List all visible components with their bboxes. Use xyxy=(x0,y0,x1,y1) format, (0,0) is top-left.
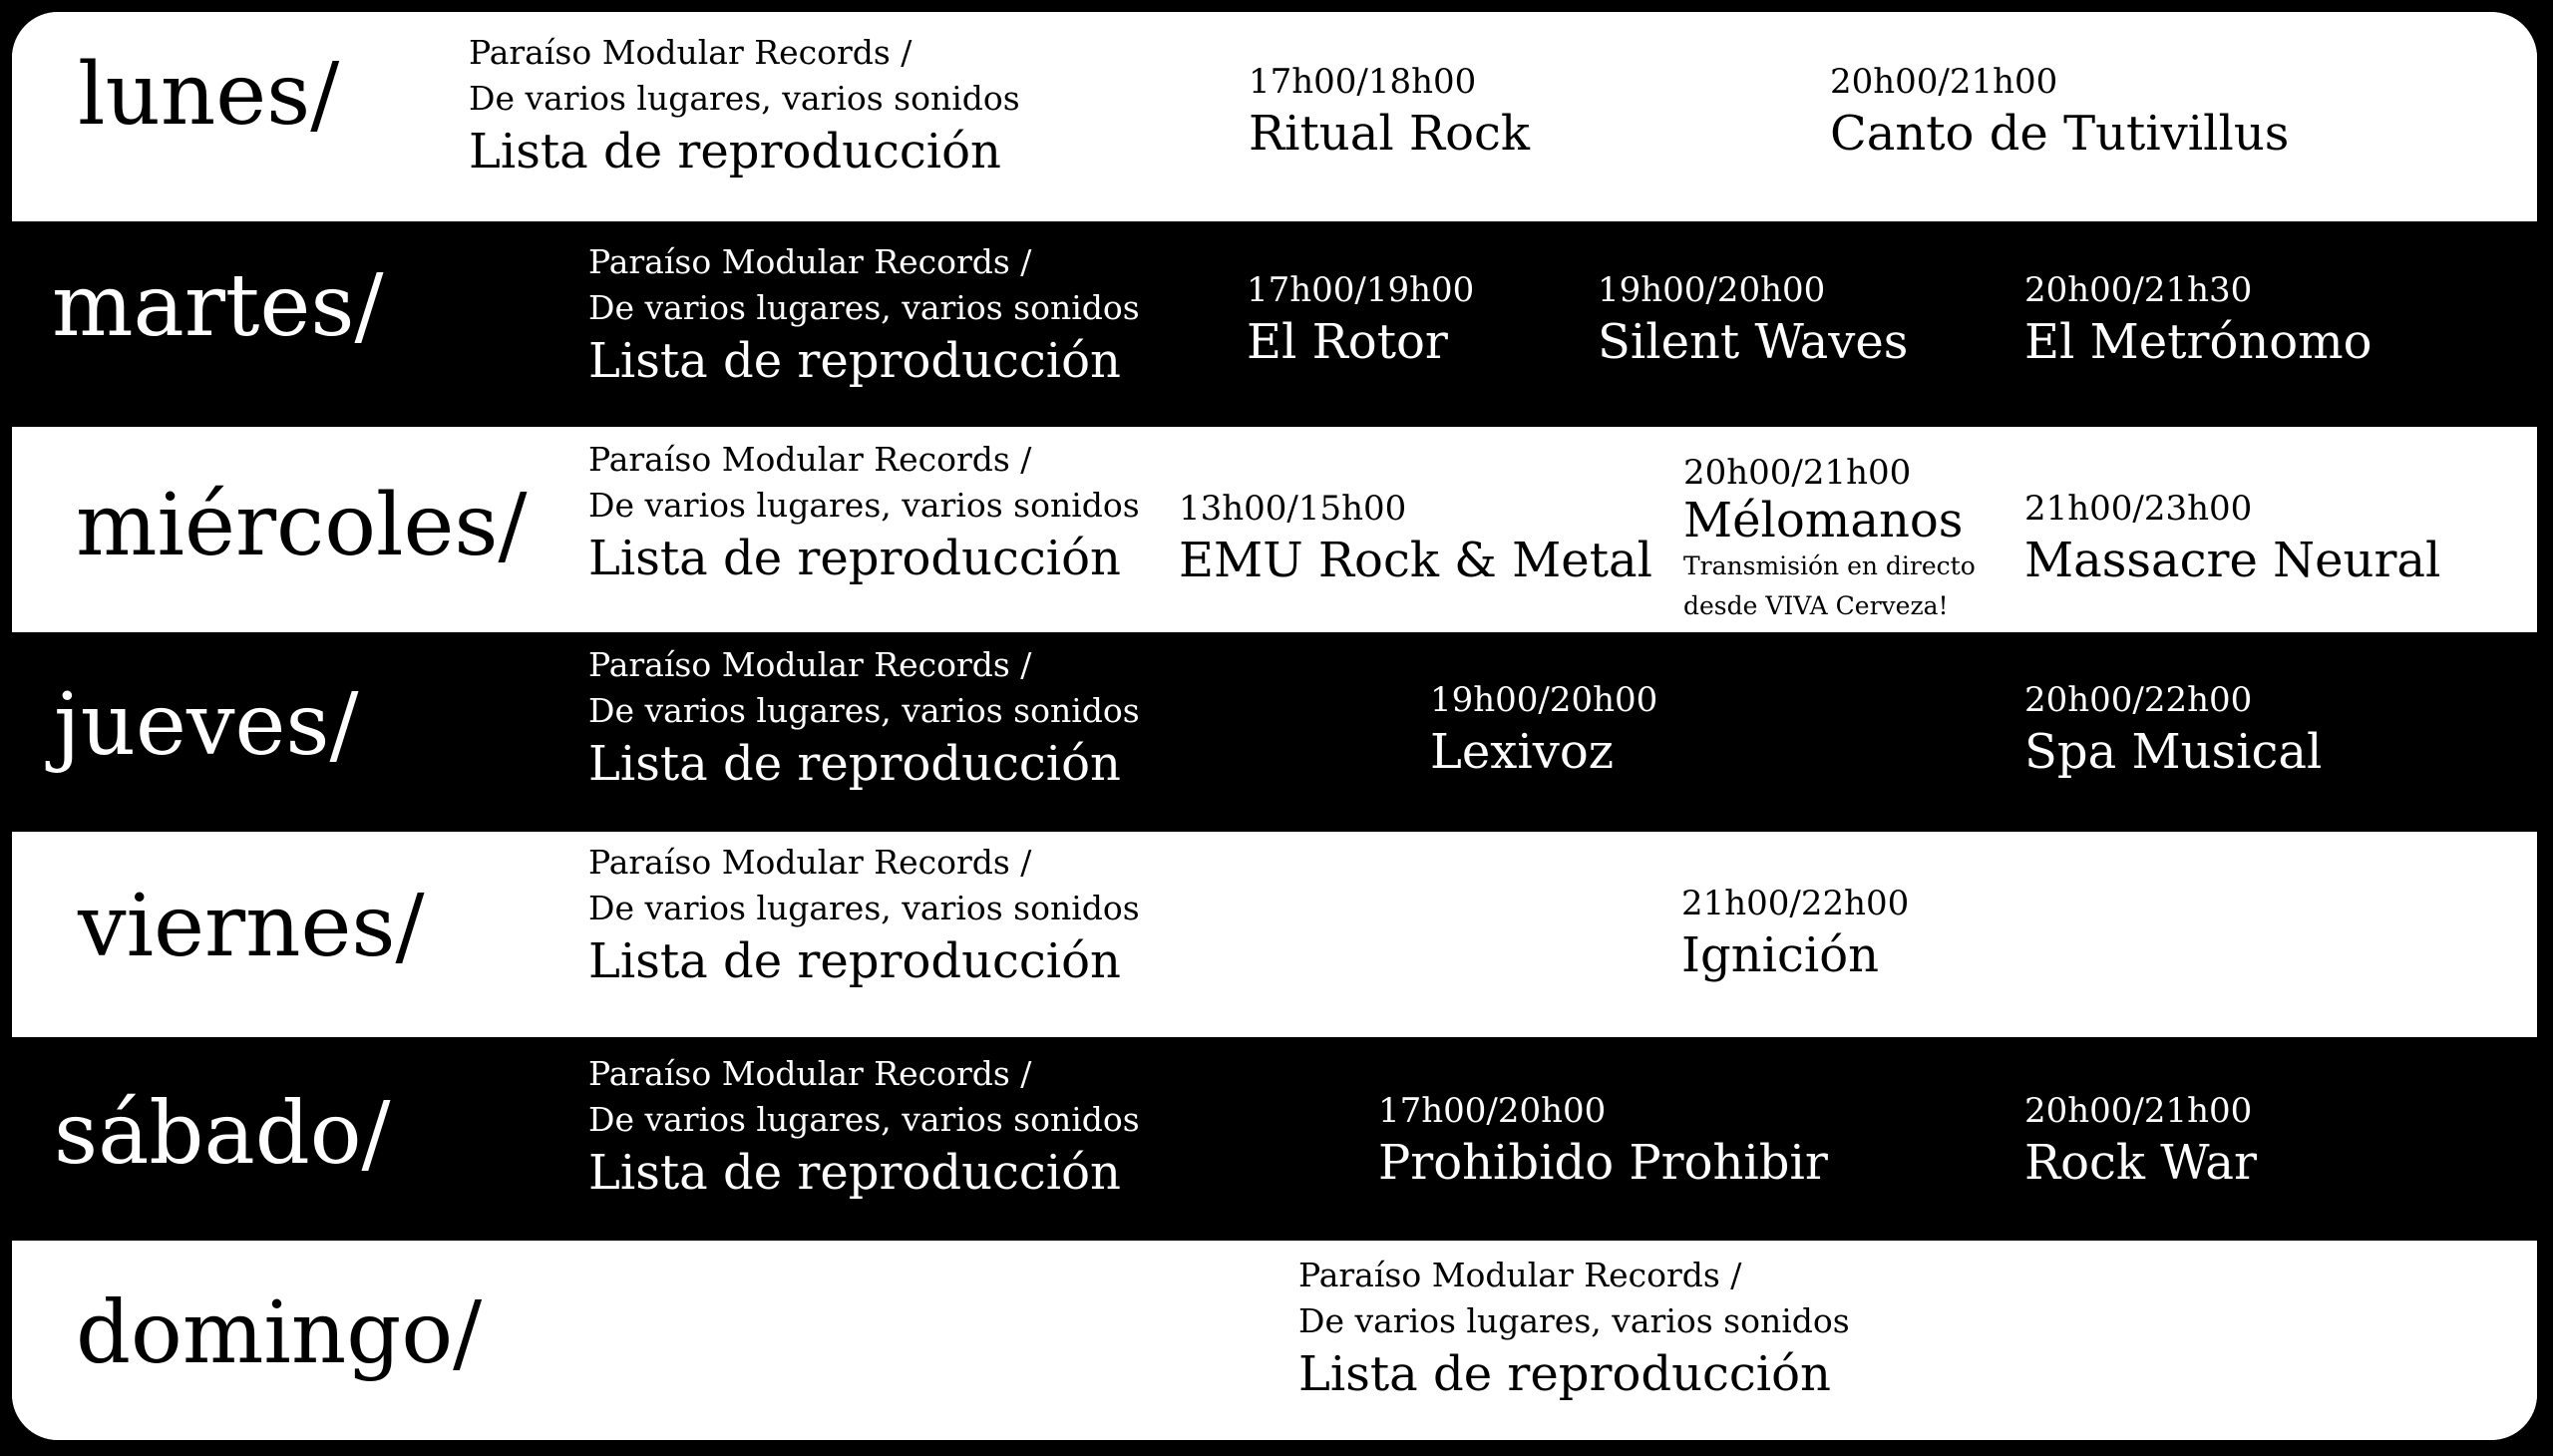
show-block xyxy=(2024,268,2372,372)
playlist-title: Lista de reproducción xyxy=(588,1145,1121,1201)
show-block xyxy=(2024,678,2322,782)
show-time: 13h00/15h00 xyxy=(1179,489,1407,529)
show-name: Massacre Neural xyxy=(2024,533,2441,588)
show-name: Mélomanos xyxy=(1683,493,1964,548)
playlist-label: Paraíso Modular Records / xyxy=(588,645,1032,684)
playlist-subtitle: De varios lugares, varios sonidos xyxy=(588,691,1140,730)
playlist-title: Lista de reproducción xyxy=(588,333,1121,389)
show-name: Rock War xyxy=(2024,1135,2257,1191)
show-time: 20h00/21h00 xyxy=(2024,1091,2253,1131)
show-time: 21h00/23h00 xyxy=(2024,489,2253,529)
show-time: 21h00/22h00 xyxy=(1681,884,1910,923)
show-name: Spa Musical xyxy=(2024,724,2323,780)
show-name: Canto de Tutivillus xyxy=(1830,106,2290,162)
playlist-subtitle: De varios lugares, varios sonidos xyxy=(469,79,1020,118)
show-time: 17h00/20h00 xyxy=(1378,1091,1607,1131)
show-time: 19h00/20h00 xyxy=(1430,680,1658,720)
show-time: 19h00/20h00 xyxy=(1598,270,1826,310)
playlist-title: Lista de reproducción xyxy=(469,124,1001,180)
show-time: 17h00/18h00 xyxy=(1249,62,1477,102)
playlist-block xyxy=(588,1051,1140,1203)
show-name: EMU Rock & Metal xyxy=(1179,533,1652,588)
show-block xyxy=(1681,882,1909,985)
playlist-title: Lista de reproducción xyxy=(588,736,1121,792)
playlist-label: Paraíso Modular Records / xyxy=(588,1054,1032,1093)
show-time: 20h00/21h00 xyxy=(1683,453,1912,493)
schedule-row-martes xyxy=(12,221,2537,427)
playlist-block xyxy=(588,642,1140,794)
playlist-label: Paraíso Modular Records / xyxy=(469,33,912,72)
playlist-block xyxy=(1298,1253,1850,1404)
playlist-block xyxy=(588,840,1140,991)
day-label: domingo/ xyxy=(76,1283,483,1383)
show-name: Prohibido Prohibir xyxy=(1378,1135,1828,1191)
show-note: desde VIVA Cerveza! xyxy=(1683,591,1949,620)
show-time: 20h00/22h00 xyxy=(2024,680,2253,720)
playlist-label: Paraíso Modular Records / xyxy=(588,242,1032,281)
show-block xyxy=(1598,268,1908,372)
show-note: Transmisión en directo xyxy=(1683,551,1976,580)
day-label: lunes/ xyxy=(78,45,340,145)
show-block xyxy=(1179,487,1652,590)
show-time: 17h00/19h00 xyxy=(1247,270,1475,310)
schedule-row-jueves xyxy=(12,632,2537,832)
show-name: El Metrónomo xyxy=(2024,314,2372,370)
show-block xyxy=(1430,678,1657,782)
schedule-row-miercoles xyxy=(12,427,2537,632)
playlist-block xyxy=(588,239,1140,391)
schedule-row-lunes xyxy=(12,12,2537,221)
playlist-subtitle: De varios lugares, varios sonidos xyxy=(588,486,1140,525)
playlist-title: Lista de reproducción xyxy=(588,531,1121,586)
show-block xyxy=(2024,487,2440,590)
show-name: Silent Waves xyxy=(1598,314,1909,370)
show-block xyxy=(1247,268,1474,372)
playlist-title: Lista de reproducción xyxy=(588,933,1121,989)
show-block xyxy=(1249,60,1530,164)
playlist-title: Lista de reproducción xyxy=(1298,1346,1831,1402)
show-name: Ritual Rock xyxy=(1249,106,1530,162)
playlist-subtitle: De varios lugares, varios sonidos xyxy=(1298,1301,1850,1340)
schedule-row-domingo xyxy=(12,1241,2537,1440)
playlist-block xyxy=(469,30,1020,182)
show-block xyxy=(1378,1089,1828,1193)
show-name: Ignición xyxy=(1681,927,1879,983)
show-time: 20h00/21h00 xyxy=(1830,62,2058,102)
schedule-card xyxy=(12,12,2537,1440)
show-block xyxy=(1683,451,1976,626)
day-label: sábado/ xyxy=(54,1084,391,1184)
schedule-row-viernes xyxy=(12,832,2537,1037)
day-label: jueves/ xyxy=(54,675,359,775)
playlist-label: Paraíso Modular Records / xyxy=(1298,1256,1742,1294)
playlist-label: Paraíso Modular Records / xyxy=(588,440,1032,479)
playlist-subtitle: De varios lugares, varios sonidos xyxy=(588,889,1140,927)
show-name: El Rotor xyxy=(1247,314,1448,370)
playlist-subtitle: De varios lugares, varios sonidos xyxy=(588,1100,1140,1139)
playlist-subtitle: De varios lugares, varios sonidos xyxy=(588,288,1140,327)
playlist-label: Paraíso Modular Records / xyxy=(588,843,1032,882)
day-label: martes/ xyxy=(52,256,384,356)
show-block xyxy=(2024,1089,2257,1193)
day-label: viernes/ xyxy=(78,877,425,976)
schedule-row-sabado xyxy=(12,1037,2537,1241)
playlist-block xyxy=(588,437,1140,588)
show-time: 20h00/21h30 xyxy=(2024,270,2253,310)
show-block xyxy=(1830,60,2289,164)
show-name: Lexivoz xyxy=(1430,724,1615,780)
day-label: miércoles/ xyxy=(76,476,528,575)
